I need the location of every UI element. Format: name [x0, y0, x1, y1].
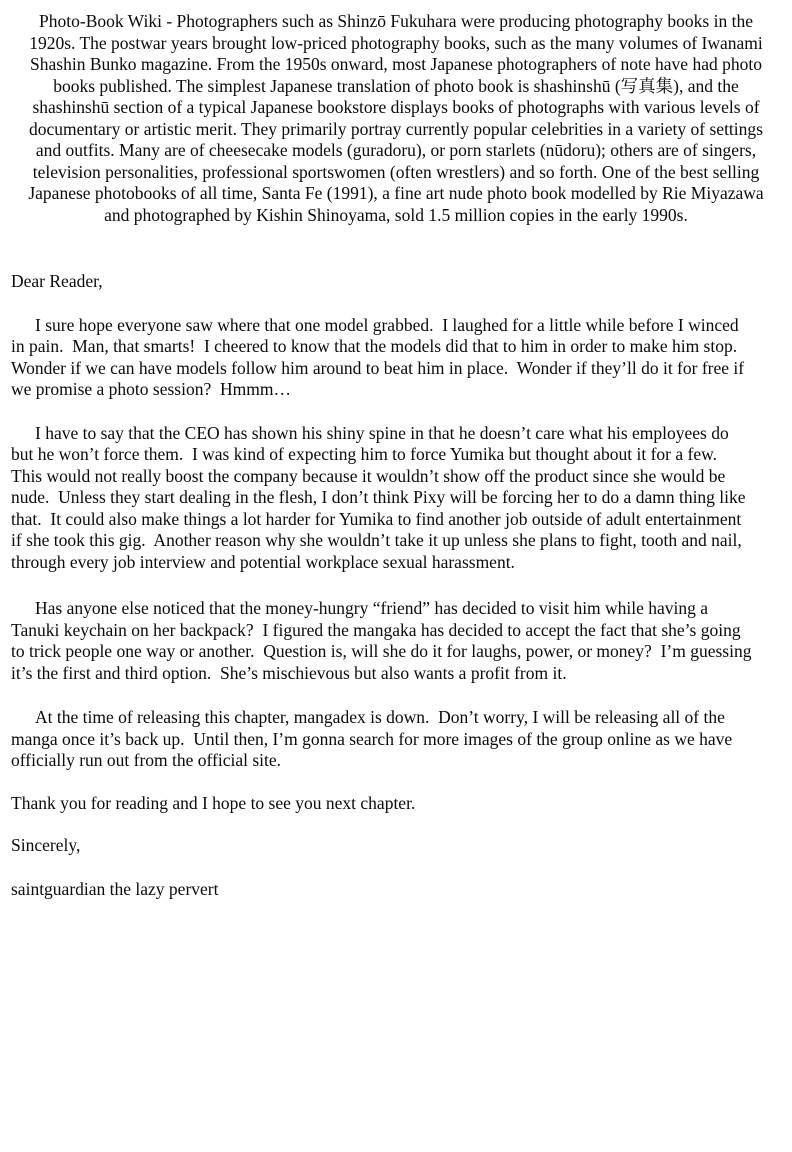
text-line: Photo-Book Wiki - Photographers such as Shinzō Fukuhara were producing photography books in the — [39, 11, 753, 31]
salutation: Dear Reader, — [11, 271, 103, 291]
text-line: officially run out from the official site. — [11, 750, 282, 770]
text-line: nude. Unless they start dealing in the flesh, I don’t think Pixy will be forcing her to do a damn thing like — [11, 487, 746, 507]
wiki-quote-paragraph — [0, 11, 792, 226]
text-line: manga once it’s back up. Until then, I’m gonna search for more images of the group online as we have — [11, 728, 733, 749]
text-line: shashinshū section of a typical Japanese bookstore displays books of photographs with various levels of — [32, 97, 760, 117]
letter-paragraph-1 — [0, 315, 792, 401]
text-line: Wonder if we can have models follow him around to beat him in place. Wonder if they’ll do it for free if — [11, 357, 745, 378]
text-line: books published. The simplest Japanese translation of photo book is shashinshū (写真集), and the — [53, 75, 739, 96]
text-line: At the time of releasing this chapter, mangadex is down. Don’t worry, I will be releasing all of the — [35, 707, 725, 727]
letter-paragraph-3 — [0, 598, 792, 684]
text-line: Shashin Bunko magazine. From the 1950s onward, most Japanese photographers of note have had photo — [30, 54, 762, 74]
text-line: through every job interview and potential workplace sexual harassment. — [11, 551, 515, 572]
text-line: television personalities, professional sportswomen (often wrestlers) and so forth. One of the best selling — [32, 161, 760, 182]
text-line: we promise a photo session? Hmmm… — [11, 379, 291, 399]
text-line: This would not really boost the company because it wouldn’t show off the product since she would be — [11, 465, 726, 486]
text-line: I have to say that the CEO has shown his shiny spine in that he doesn’t care what his employees do — [35, 422, 729, 443]
text-line: to trick people one way or another. Question is, will she do it for laughs, power, or money? I’m guessing — [11, 641, 752, 661]
text-line: Has anyone else noticed that the money-hungry “friend” has decided to visit him while having a — [35, 598, 709, 618]
thanks-line: Thank you for reading and I hope to see you next chapter. — [11, 792, 416, 813]
text-line: Tanuki keychain on her backpack? I figured the mangaka has decided to accept the fact that she’s going — [11, 619, 741, 640]
text-line: it’s the first and third option. She’s mischievous but also wants a profit from it. — [11, 662, 567, 683]
text-line: in pain. Man, that smarts! I cheered to know that the models did that to him in order to make him stop. — [11, 336, 738, 356]
text-line: and outfits. Many are of cheesecake models (guradoru), or porn starlets (nūdoru); others are of singers, — [35, 140, 757, 160]
signature-line: saintguardian the lazy pervert — [11, 878, 219, 899]
letter-paragraph-4 — [0, 707, 792, 772]
closing-line: Sincerely, — [11, 835, 81, 855]
text-line: 1920s. The postwar years brought low-priced photography books, such as the many volumes of Iwanami — [29, 32, 763, 53]
letter-paragraph-2 — [0, 423, 792, 574]
text-line: if she took this gig. Another reason why she wouldn’t take it up unless she plans to fight, tooth and nail, — [11, 530, 742, 550]
text-line: documentary or artistic merit. They primarily portray currently popular celebrities in a variety of settings — [29, 118, 763, 139]
text-line: and photographed by Kishin Shinoyama, sold 1.5 million copies in the early 1990s. — [104, 204, 688, 225]
text-line: Japanese photobooks of all time, Santa Fe (1991), a fine art nude photo book modelled by Rie Miyazawa — [28, 183, 764, 203]
text-line: I sure hope everyone saw where that one model grabbed. I laughed for a little while before I winced — [35, 314, 739, 335]
text-line: but he won’t force them. I was kind of expecting him to force Yumika but thought about it for a few. — [11, 444, 717, 464]
text-line: that. It could also make things a lot harder for Yumika to find another job outside of adult entertainment — [11, 508, 742, 529]
